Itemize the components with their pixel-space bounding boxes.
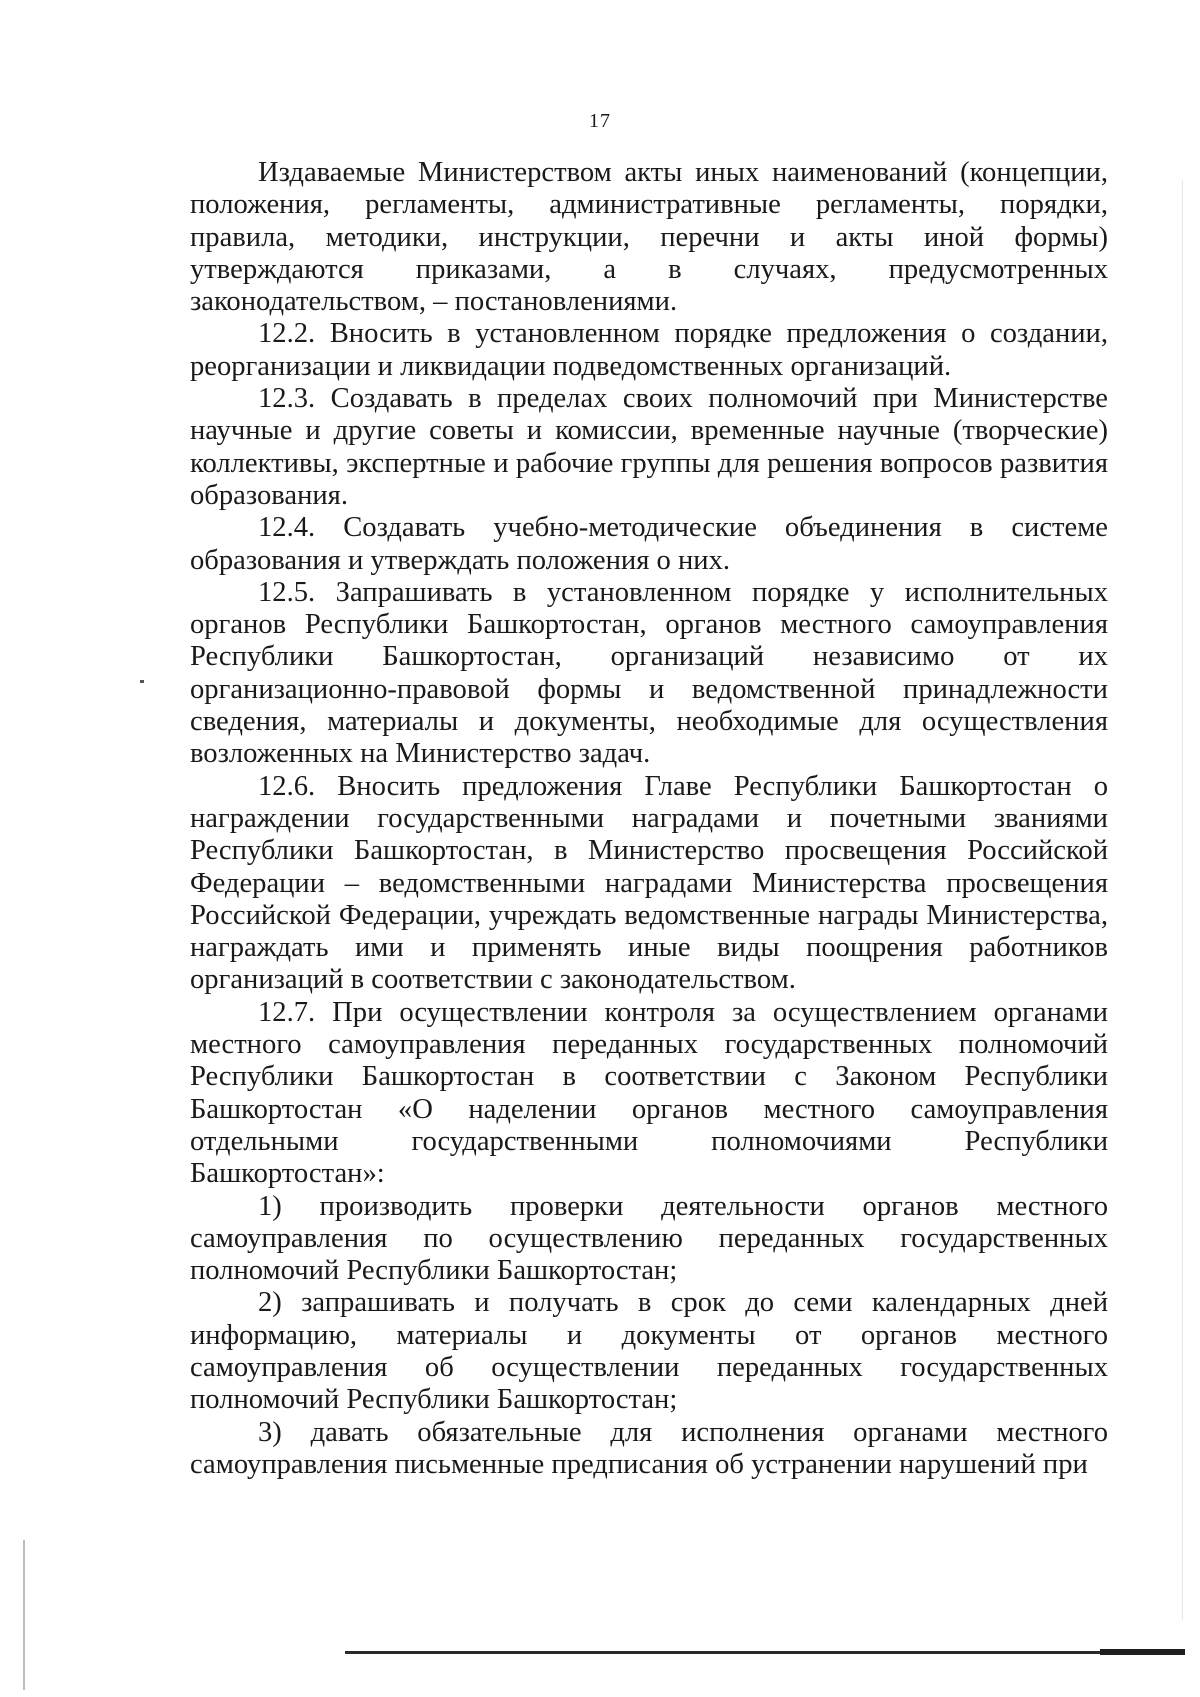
page-number: 17 <box>589 110 611 132</box>
paragraph-acts-approval: Издаваемые Министерством акты иных наименований (концепции, положения, регламенты, административные регламенты, порядки, правила, методики, инструкции, перечни и акты иной формы) утверждаются приказами, а в случаях, предусмотренных законодательством, – постановлениями. <box>190 157 1108 318</box>
paragraph-12-4: 12.4. Создавать учебно-методические объединения в системе образования и утверждать положения о них. <box>190 512 1108 576</box>
paragraph-12-5: 12.5. Запрашивать в установленном порядке у исполнительных органов Республики Башкортостан, органов местного самоуправления Республики Башкортостан, организаций независимо от их организационно-правовой формы и ведомственной принадлежности сведения, материалы и документы, необходимые для осуществления возложенных на Министерство задач. <box>190 576 1108 770</box>
paragraph-12-7: 12.7. При осуществлении контроля за осуществлением органами местного самоуправления переданных государственных полномочий Республики Башкортостан в соответствии с Законом Республики Башкортостан «О наделении органов местного самоуправления отдельными государственными полномочиями Республики Башкортостан»: <box>190 996 1108 1190</box>
paragraph-12-2: 12.2. Вносить в установленном порядке предложения о создании, реорганизации и ликвидации подведомственных организаций. <box>190 318 1108 382</box>
list-item-2: 2) запрашивать и получать в срок до семи календарных дней информацию, материалы и документы от органов местного самоуправления об осуществлении переданных государственных полномочий Республики Башкортостан; <box>190 1287 1108 1416</box>
scan-speck <box>140 680 144 683</box>
list-item-1: 1) производить проверки деятельности органов местного самоуправления по осуществлению переданных государственных полномочий Республики Башкортостан; <box>190 1190 1108 1287</box>
bottom-scan-rule <box>345 1651 1185 1654</box>
document-body <box>190 157 1108 1481</box>
paragraph-12-3: 12.3. Создавать в пределах своих полномочий при Министерстве научные и другие советы и комиссии, временные научные (творческие) коллективы, экспертные и рабочие группы для решения вопросов развития образования. <box>190 383 1108 511</box>
scan-edge-artifact <box>1182 180 1183 1620</box>
scan-edge-artifact-left <box>23 1540 25 1690</box>
paragraph-12-6: 12.6. Вносить предложения Главе Республики Башкортостан о награждении государственными наградами и почетными званиями Республики Башкортостан, в Министерство просвещения Российской Федерации – ведомственными наградами Министерства просвещения Российской Федерации, учреждать ведомственные награды Министерства, награждать ими и применять иные виды поощрения работников организаций в соответствии с законодательством. <box>190 770 1108 996</box>
list-item-3: 3) давать обязательные для исполнения органами местного самоуправления письменные предписания об устранении нарушений при <box>190 1416 1108 1480</box>
bottom-scan-rule-end <box>1100 1649 1185 1655</box>
